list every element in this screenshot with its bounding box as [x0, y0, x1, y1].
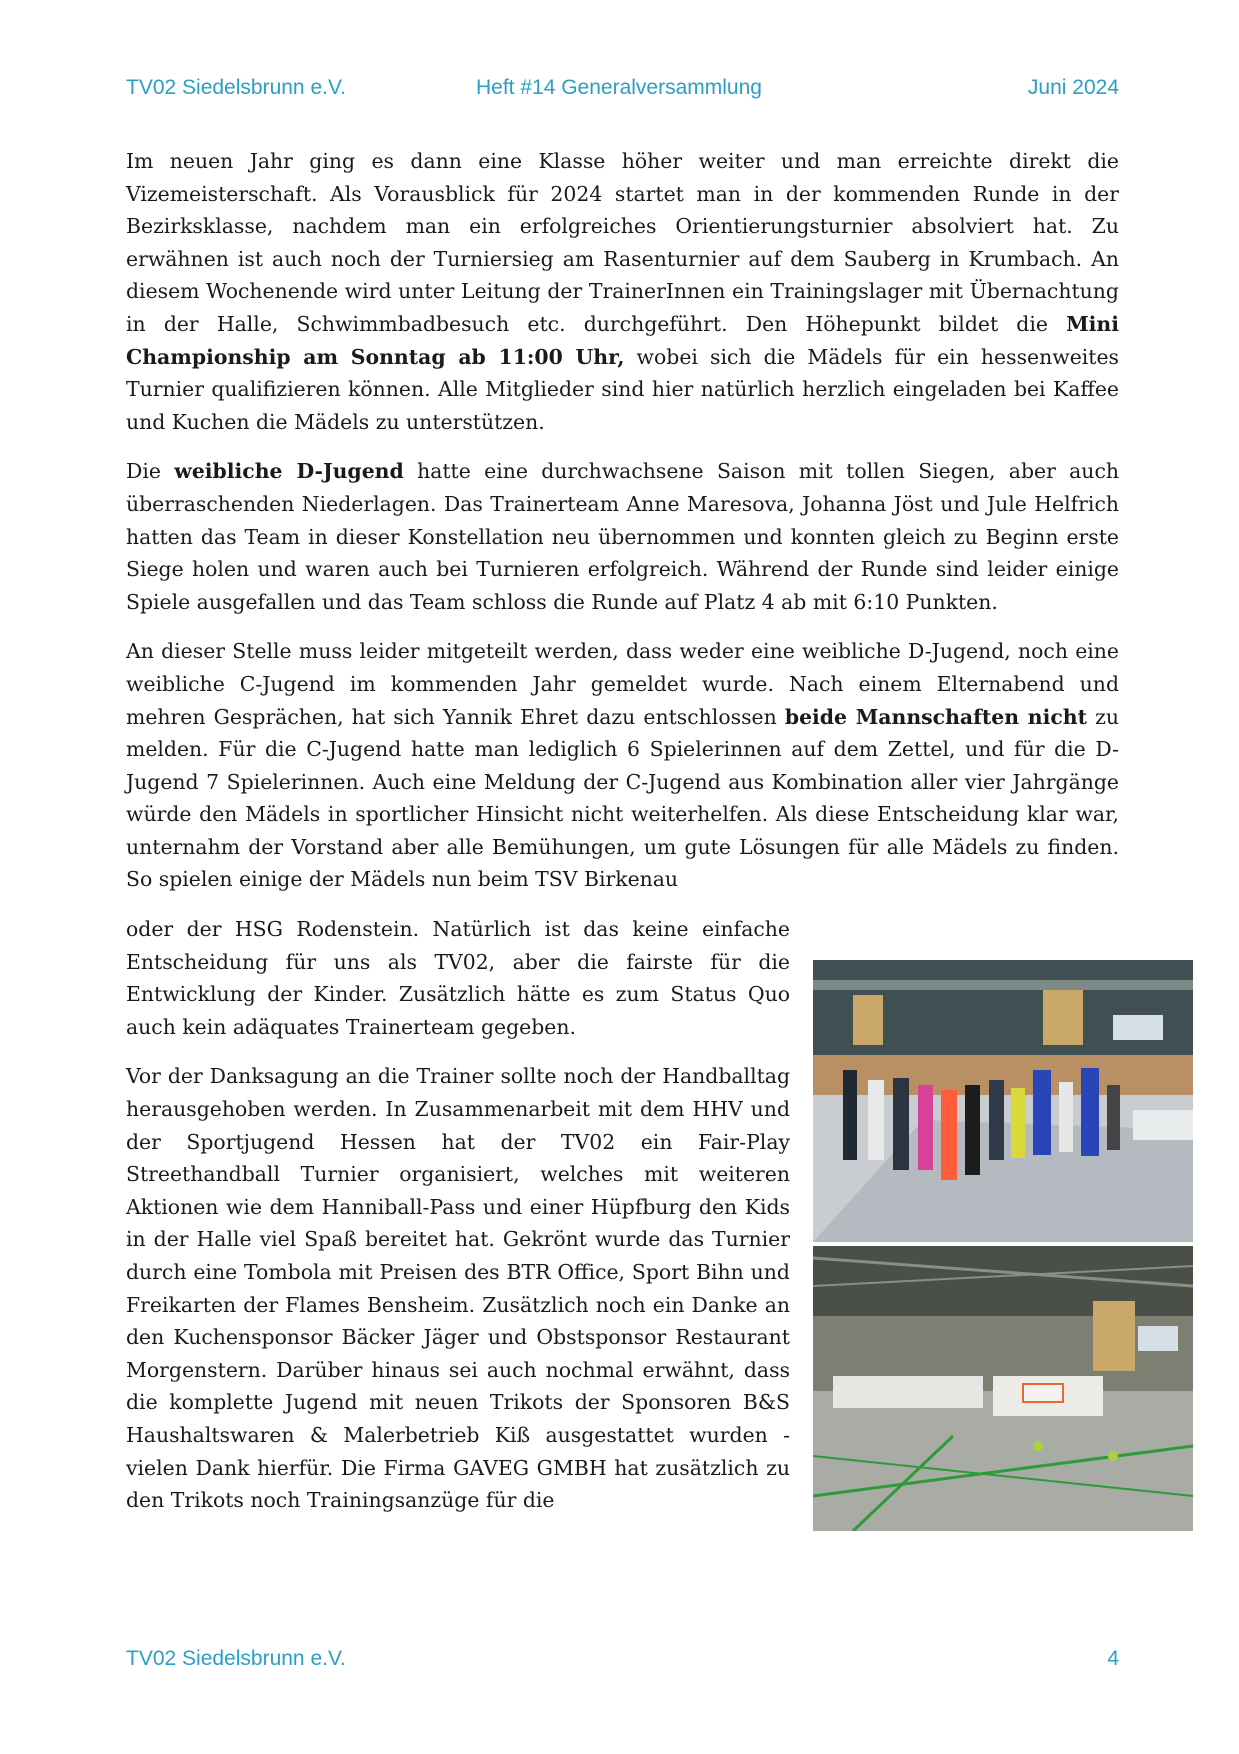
header-club-name: TV02 Siedelsbrunn e.V.: [126, 76, 346, 99]
page-number: 4: [1107, 1647, 1119, 1670]
page-footer: [126, 1647, 1119, 1677]
paragraph-handballtag: Vor der Danksagung an die Trainer sollte noch der Handballtag herausgehoben werden. In Zusammenarbeit mit dem HHV und der Sportjugend Hessen hat der TV02 ein Fair-Play Streethandball Turnier organisiert, welches mit weiteren Aktionen wie dem Hanniball-Pass und einer Hüpfburg den Kids in der Halle viel Spaß bereitet hat. Gekrönt wurde das Turnier durch eine Tombola mit Preisen des BTR Office, Sport Bihn und Freikarten der Flames Bensheim. Zusätzlich noch ein Danke an den Kuchensponsor Bäcker Jäger und Obstsponsor Restaurant Morgenstern. Darüber hinaus sei auch nochmal erwähnt, dass die komplette Jugend mit neuen Trikots der Sponsoren B&S Haushaltswaren & Malerbetrieb Kiß ausgestattet wurden - vielen Dank hierfür. Die Firma GAVEG GMBH hat zusätzlich zu den Trikots noch Trainingsanzüge für die: [126, 1064, 790, 1513]
paragraph-d-jugend: Die weibliche D-Jugend hatte eine durchwachsene Saison mit tollen Siegen, aber auch überraschenden Niederlagen. Das Trainerteam Anne Maresova, Johanna Jöst und Jule Helfrich hatten das Team in dieser Konstellation neu übernommen und konnten gleich zu Beginn erste Siege holen und waren auch bei Turnieren erfolgreich. Während der Runde sind leider einige Spiele ausgefallen und das Team schloss die Runde auf Platz 4 ab mit 6:10 Punkten.: [126, 459, 1119, 614]
header-date: Juni 2024: [1027, 76, 1119, 99]
photo-hall-court: [813, 1246, 1193, 1531]
paragraph-mini-championship: Im neuen Jahr ging es dann eine Klasse höher weiter und man erreichte direkt die Vizemeisterschaft. Als Vorausblick für 2024 startet man in der kommenden Runde in der Bezirksklasse, nachdem man ein erfolgreiches Orientierungsturnier absolviert hat. Zu erwähnen ist auch noch der Turniersieg am Rasenturnier auf dem Sauberg in Krumbach. An diesem Wochenende wird unter Leitung der TrainerInnen ein Trainingslager mit Übernachtung in der Halle, Schwimmbadbesuch etc. durchgeführt. Den Höhepunkt bildet die Mini Championship am Sonntag ab 11:00 Uhr, wobei sich die Mädels für ein hessenweites Turnier qualifizieren können. Alle Mitglieder sind hier natürlich herzlich eingeladen bei Kaffee und Kuchen die Mädels zu unterstützen.: [126, 149, 1120, 434]
photo-team-lineup: [813, 960, 1193, 1242]
highlight-d-jugend: weibliche D-Jugend: [174, 459, 404, 484]
photo-team-lineup-image: [813, 960, 1193, 1242]
page-header: [126, 76, 1119, 106]
photo-hall-court-image: [813, 1246, 1193, 1531]
paragraph-no-teams: An dieser Stelle muss leider mitgeteilt werden, dass weder eine weibliche D-Jugend, noch eine weibliche C-Jugend im kommenden Jahr gemeldet wurde. Nach einem Elternabend und mehren Gesprächen, hat sich Yannik Ehret dazu entschlossen beide Mannschaften nicht zu melden. Für die C-Jugend hatte man lediglich 6 Spielerinnen auf dem Zettel, und für die D-Jugend 7 Spielerinnen. Auch eine Meldung der C-Jugend aus Kombination aller vier Jahrgänge würde den Mädels in sportlicher Hinsicht nicht weiterhelfen. Als diese Entscheidung klar war, unternahm der Vorstand aber alle Bemühungen, um gute Lösungen für alle Mädels zu finden. So spielen einige der Mädels nun beim TSV Birkenau: [126, 639, 1119, 892]
highlight-no-teams: beide Mannschaften nicht: [784, 704, 1088, 729]
paragraph-no-teams-continued: oder der HSG Rodenstein. Natürlich ist das keine einfache Entscheidung für uns als TV02, aber die fairste für die Entwicklung der Kinder. Zusätzlich hätte es zum Status Quo auch kein adäquates Trainerteam gegeben.: [126, 917, 790, 1039]
highlight-mini-championship: Mini Championship am Sonntag ab 11:00 Uhr,: [126, 311, 1119, 369]
footer-club-name: TV02 Siedelsbrunn e.V.: [126, 1647, 346, 1670]
header-issue-title: Heft #14 Generalversammlung: [476, 76, 762, 99]
